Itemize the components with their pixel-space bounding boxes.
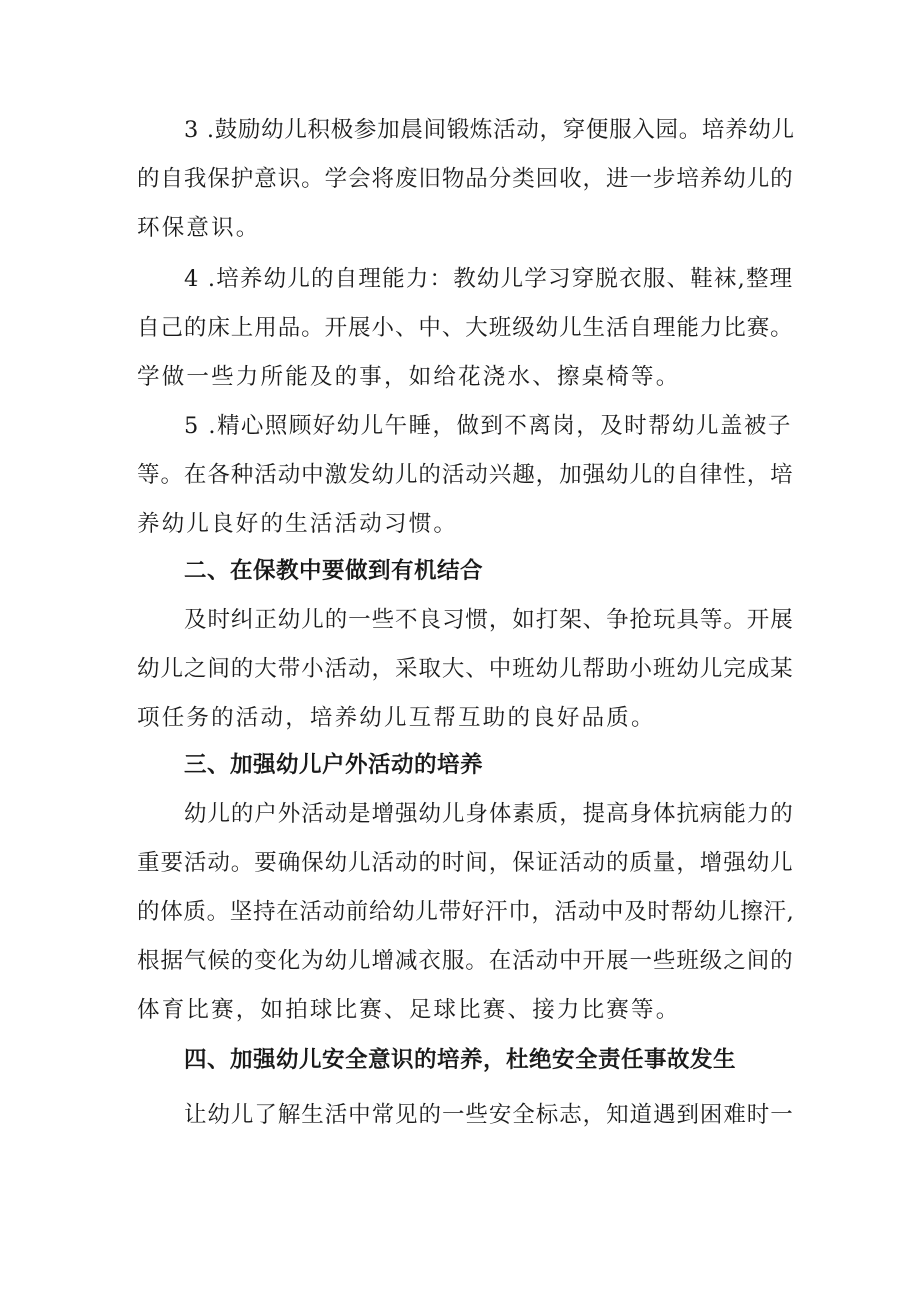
section-3-line-1: 幼儿的户外活动是增强幼儿身体素质，提高身体抗病能力的 — [184, 801, 794, 827]
section-2-line-2: 幼儿之间的大带小活动，采取大、中班幼儿帮助小班幼儿完成某 — [137, 656, 794, 682]
section-2-line-1: 及时纠正幼儿的一些不良习惯，如打架、争抢玩具等。开展 — [184, 607, 794, 633]
item-5-line-1: 5 .精心照顾好幼儿午睡，做到不离岗，及时帮幼儿盖被子 — [184, 413, 792, 439]
item-4-line-2: 自己的床上用品。开展小、中、大班级幼儿生活自理能力比赛。 — [137, 315, 794, 341]
item-3-line-3: 环保意识。 — [137, 215, 261, 241]
section-2-line-3: 项任务的活动，培养幼儿互帮互助的良好品质。 — [137, 705, 656, 731]
item-5-line-2: 等。在各种活动中激发幼儿的活动兴趣，加强幼儿的自律性，培 — [137, 462, 794, 488]
item-5-line-3: 养幼儿良好的生活活动习惯。 — [137, 511, 459, 537]
section-3-line-2: 重要活动。要确保幼儿活动的时间，保证活动的质量，增强幼儿 — [137, 850, 794, 876]
section-3-line-3: 的体质。坚持在活动前给幼儿带好汗巾，活动中及时帮幼儿擦汗, — [137, 899, 795, 925]
section-3-line-4: 根据气候的变化为幼儿增减衣服。在活动中开展一些班级之间的 — [137, 948, 794, 974]
section-2-heading: 二、在保教中要做到有机结合 — [184, 558, 484, 584]
item-4-line-3: 学做一些力所能及的事，如给花浇水、擦桌椅等。 — [137, 364, 681, 390]
section-4-line-1: 让幼儿了解生活中常见的一些安全标志，知道遇到困难时一 — [184, 1102, 794, 1128]
item-4-line-1: 4 .培养幼儿的自理能力：教幼儿学习穿脱衣服、鞋袜,整理 — [184, 266, 794, 292]
section-3-heading: 三、加强幼儿户外活动的培养 — [184, 752, 484, 778]
section-3-line-5: 体育比赛，如拍球比赛、足球比赛、接力比赛等。 — [137, 997, 681, 1023]
item-3-line-1: 3 .鼓励幼儿积极参加晨间锻炼活动，穿便服入园。培养幼儿 — [184, 117, 795, 143]
item-3-line-2: 的自我保护意识。学会将废旧物品分类回收，进一步培养幼儿的 — [137, 166, 794, 192]
section-4-heading: 四、加强幼儿安全意识的培养，杜绝安全责任事故发生 — [184, 1047, 737, 1073]
